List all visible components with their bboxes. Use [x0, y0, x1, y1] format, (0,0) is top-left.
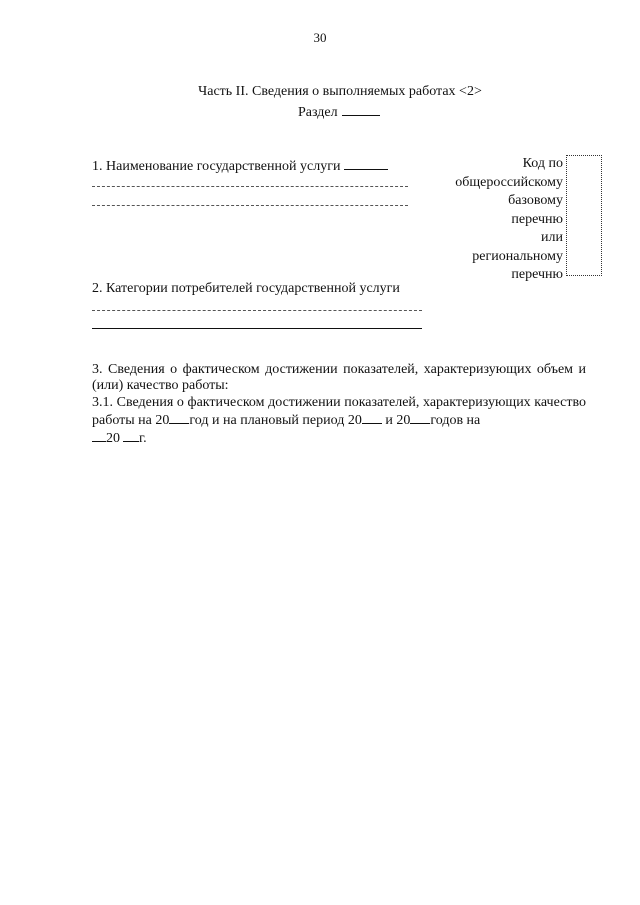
- quality-text-5: 20: [106, 431, 120, 446]
- consumer-category-line-1: [92, 310, 422, 311]
- section-heading: [298, 103, 380, 121]
- quality-indicators-heading: [92, 395, 586, 447]
- registry-code-line: перечню: [511, 211, 563, 227]
- quality-text-1: 3.1. Сведения о фактическом достижении показателей, характеризующих качество работы на 20: [92, 395, 586, 428]
- service-name-blank: [344, 157, 388, 170]
- section-label: Раздел: [298, 105, 338, 120]
- service-name-label: 1. Наименование государственной услуги: [92, 159, 341, 174]
- registry-code-line: или: [541, 230, 563, 245]
- plan-year-1-blank: [362, 411, 382, 424]
- consumer-category-label: 2. Категории потребителей государственной услуги: [92, 281, 400, 296]
- year-blank: [169, 411, 189, 424]
- quality-text-3: и 20: [381, 413, 411, 428]
- plan-year-2-blank: [410, 411, 430, 424]
- page-number: 30: [313, 30, 327, 45]
- part-title: Часть II. Сведения о выполняемых работах <2>: [198, 84, 482, 99]
- registry-code-line: региональному: [472, 248, 563, 264]
- quality-text-2: год и на плановый период 20: [189, 413, 362, 428]
- period-year-blank: [123, 429, 139, 442]
- service-name-heading: [92, 157, 388, 175]
- registry-code-box: [566, 155, 602, 276]
- quality-text-4: годов на: [430, 413, 481, 428]
- quality-text-6: г.: [139, 431, 147, 446]
- registry-code-line: Код по: [522, 156, 563, 171]
- service-name-line-2: [92, 205, 408, 206]
- indicators-heading: 3. Сведения о фактическом достижении показателей, характеризующих объем и (или) качество работы:: [92, 362, 586, 393]
- period-prefix-blank: [92, 429, 106, 442]
- registry-code-line: базовому: [508, 193, 563, 208]
- service-name-line-1: [92, 186, 408, 187]
- registry-code-line: перечню: [511, 267, 563, 282]
- consumer-category-line-2: [92, 328, 422, 329]
- registry-code-label: [423, 155, 563, 285]
- registry-code-line: общероссийскому: [455, 174, 563, 190]
- section-number-blank: [342, 103, 380, 116]
